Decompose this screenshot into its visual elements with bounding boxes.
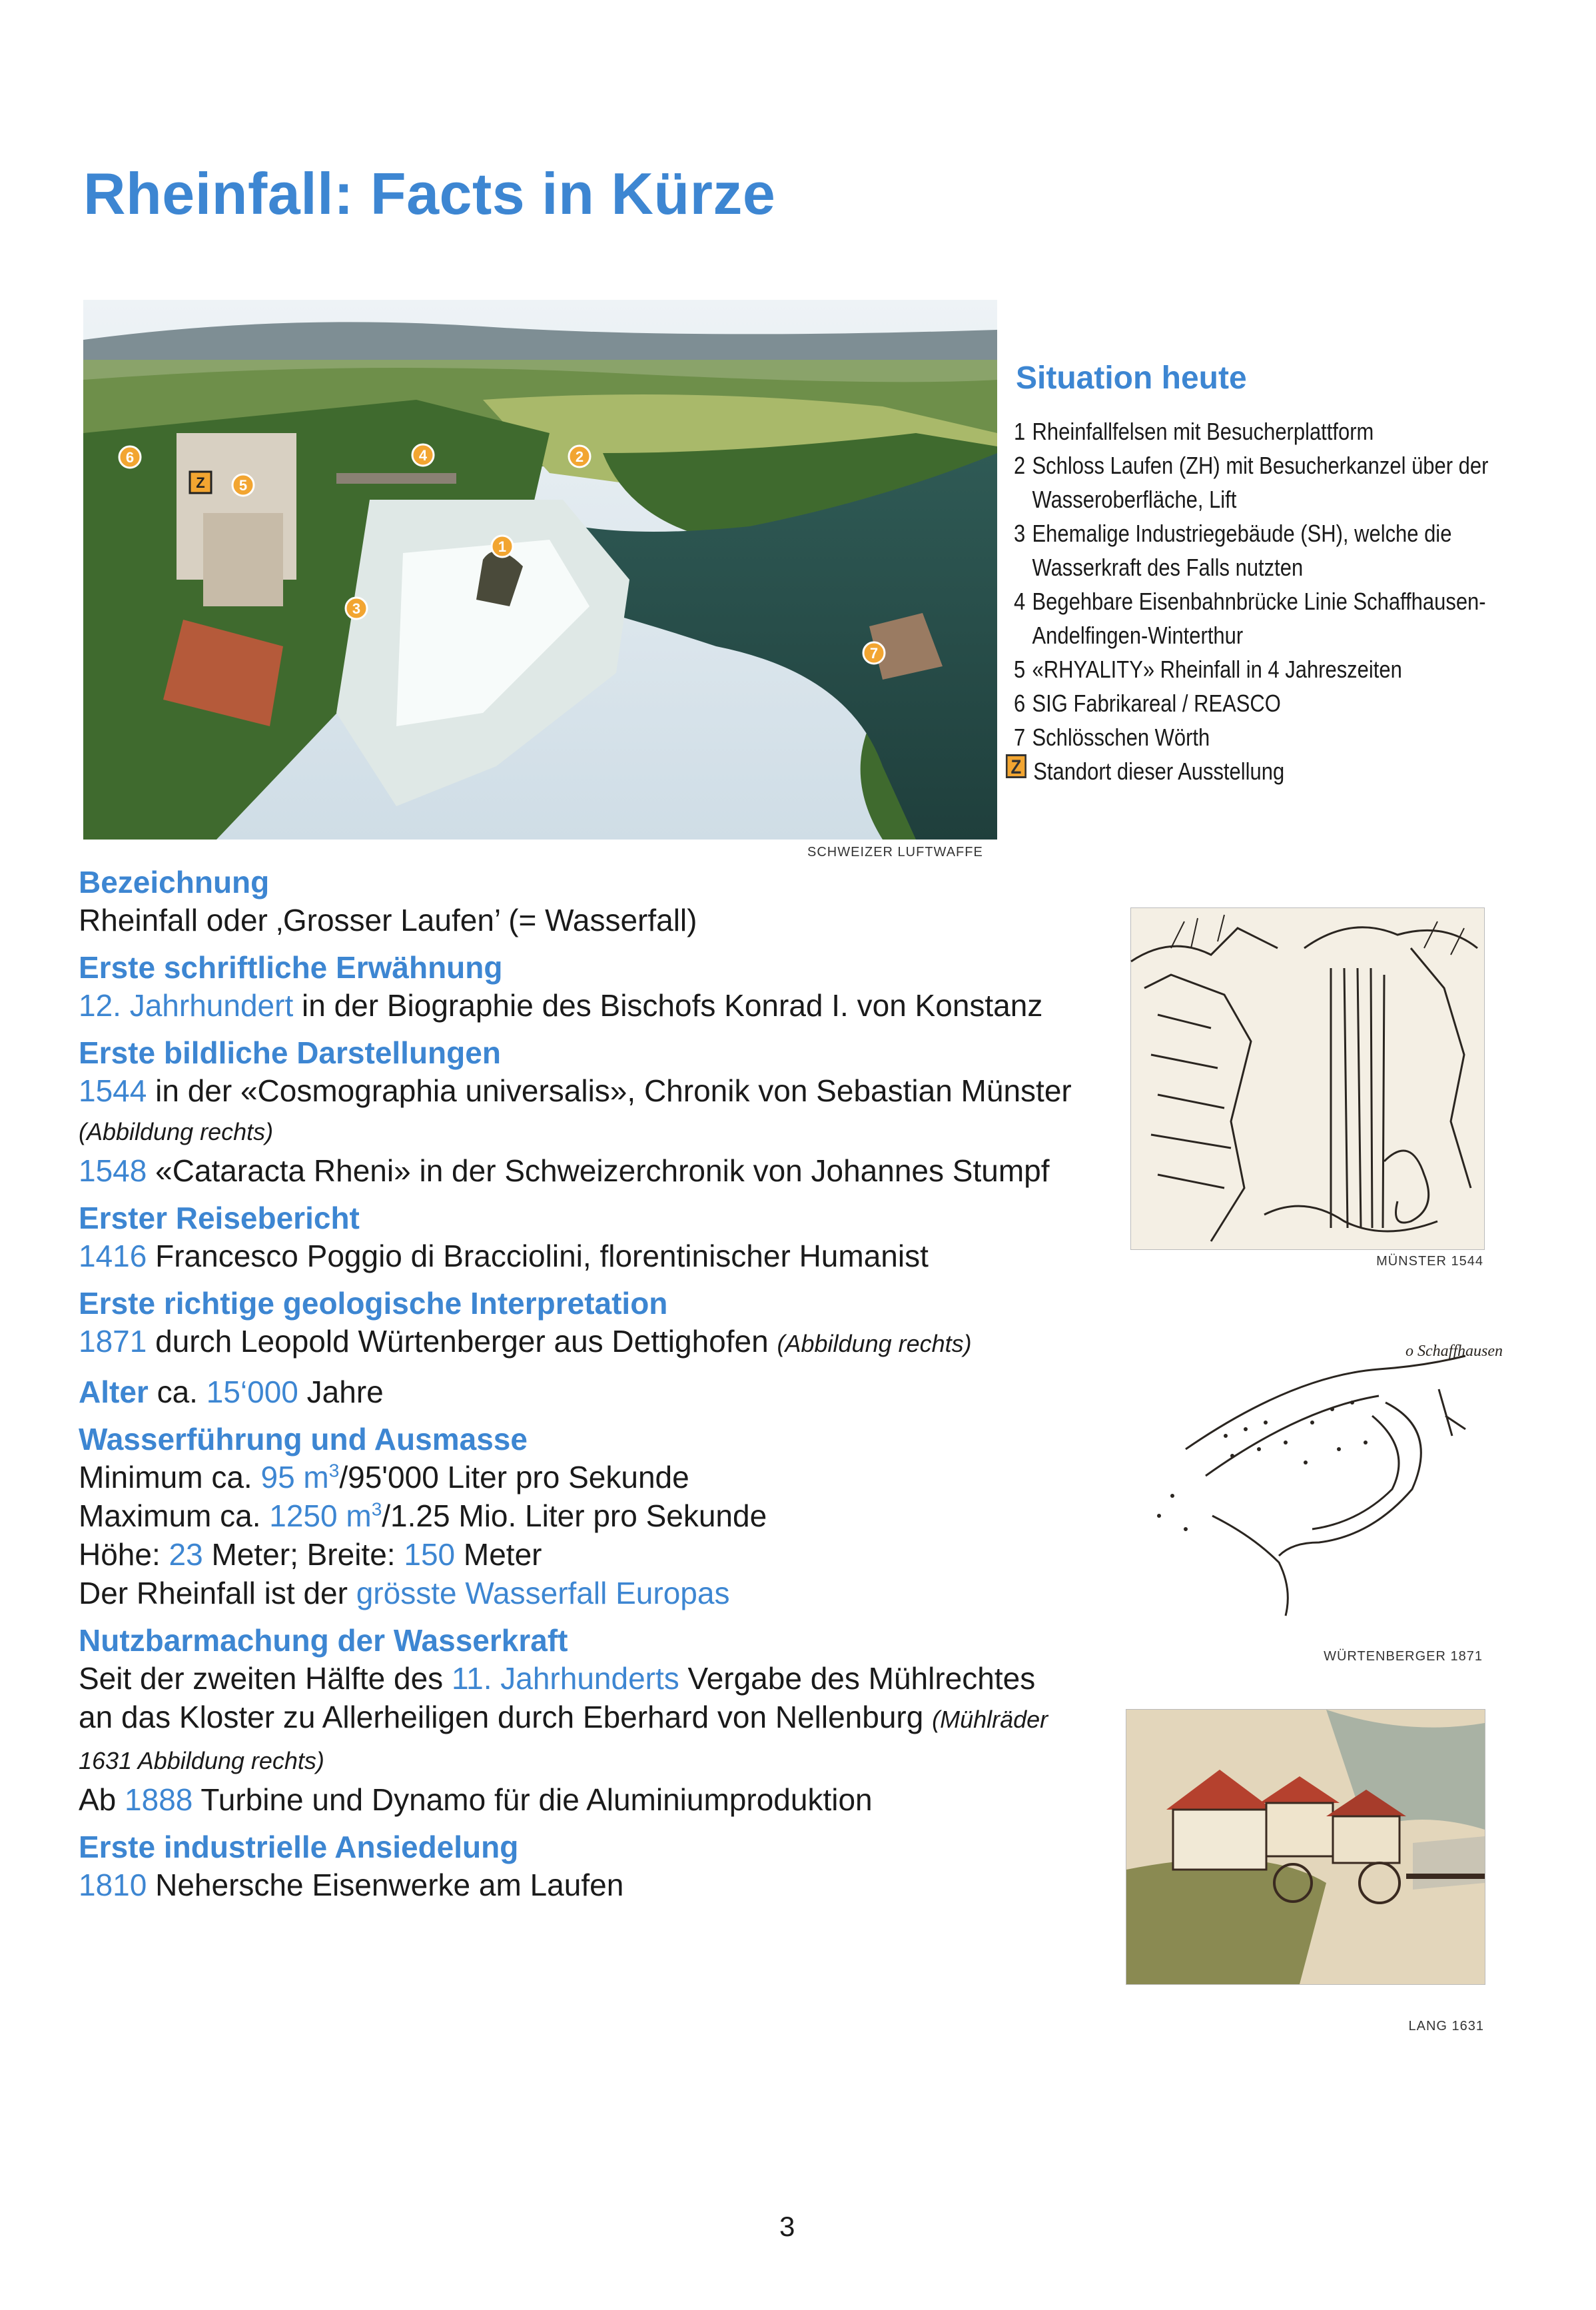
section-reisebericht: Erster Reisebericht 1416 Francesco Poggio di Bracciolini, florentinischer Humanist	[79, 1201, 929, 1273]
section-geologie: Erste richtige geologische Interpretation 1871 durch Leopold Würtenberger aus Dettighofen (Abbildung rechts)	[79, 1286, 972, 1359]
svg-text:6: 6	[125, 449, 135, 466]
situation-list	[1010, 414, 1529, 788]
situation-item: 2 Schloss Laufen (ZH) mit Besucherkanzel über der Wasseroberfläche, Lift	[1014, 452, 1489, 513]
sketch-handwriting: o Schaffhausen	[1405, 1343, 1503, 1360]
muenster-caption: MÜNSTER 1544	[1376, 1254, 1483, 1269]
rheinfall-aerial-photo	[83, 300, 997, 840]
photo-credit: SCHWEIZER LUFTWAFFE	[807, 845, 983, 860]
wuertenberger-caption: WÜRTENBERGER 1871	[1324, 1649, 1483, 1664]
situation-item: 5 «RHYALITY» Rheinfall in 4 Jahreszeiten	[1014, 656, 1402, 683]
section-alter: Alter ca. 15‘000 Jahre	[79, 1375, 384, 1409]
situation-item: 1 Rheinfallfelsen mit Besucherplattform	[1014, 418, 1374, 445]
svg-text:5: 5	[238, 477, 248, 494]
section-darstellungen: Erste bildliche Darstellungen 1544 in der «Cosmographia universalis», Chronik von Sebastian Münster (Abbildung rechts) 1548 «Cataracta Rheni» in der Schweizerchronik von Johannes Stumpf	[79, 1035, 1072, 1188]
section-erwaehnung: Erste schriftliche Erwähnung 12. Jahrhundert in der Biographie des Bischofs Konrad I. von Konstanz	[79, 950, 1043, 1023]
location-z-icon: Z	[1006, 754, 1026, 778]
situation-heading: Situation heute	[1016, 360, 1247, 396]
page-title: Rheinfall: Facts in Kürze	[83, 161, 776, 227]
svg-text:1: 1	[498, 538, 507, 555]
facts-list	[79, 864, 1104, 1914]
section-nutzung: Nutzbarmachung der Wasserkraft Seit der zweiten Hälfte des 11. Jahrhunderts Vergabe des Mühlrechtes an das Kloster zu Allerheiligen durch Eberhard von Nellenburg (Mühlräder 1631 Abbildung rechts) Ab 1888 Turbine und Dynamo für die Aluminiumproduktion	[79, 1623, 1048, 1817]
situation-item: 3 Ehemalige Industriegebäude (SH), welche die Wasserkraft des Falls nutzten	[1014, 520, 1452, 581]
page-number: 3	[779, 2211, 795, 2242]
svg-text:Z: Z	[196, 474, 205, 491]
situation-item: 7 Schlösschen Wörth	[1014, 724, 1210, 751]
svg-text:4: 4	[418, 447, 428, 464]
lang-caption: LANG 1631	[1408, 2019, 1484, 2033]
situation-item: 6 SIG Fabrikareal / REASCO	[1014, 690, 1281, 717]
situation-item: 4 Begehbare Eisenbahnbrücke Linie Schaffhausen-Andelfingen-Winterthur	[1014, 588, 1486, 649]
section-bezeichnung: Bezeichnung Rheinfall oder ‚Grosser Laufen’ (= Wasserfall)	[79, 865, 697, 937]
situation-item-location: Z Standort dieser Ausstellung	[1006, 754, 1529, 788]
svg-text:7: 7	[869, 645, 879, 662]
section-industrie: Erste industrielle Ansiedelung 1810 Nehersche Eisenwerke am Laufen	[79, 1830, 624, 1902]
wuertenberger-sketch-image	[1092, 1336, 1503, 1622]
section-wasserfuehrung: Wasserführung und Ausmasse Minimum ca. 95 $m^3/95'000$ Liter pro Sekunde Maximum ca. 1250 $m^3/1.25$ Mio. Liter pro Sekunde Höhe: 23 Meter; Breite: 150 Meter Der Rheinfall ist der grösste Wasserfall Europas	[79, 1422, 767, 1610]
muenster-woodcut-image	[1130, 907, 1485, 1250]
svg-text:3: 3	[352, 600, 361, 617]
lang-painting-image	[1126, 1709, 1485, 1985]
svg-text:2: 2	[575, 448, 584, 465]
